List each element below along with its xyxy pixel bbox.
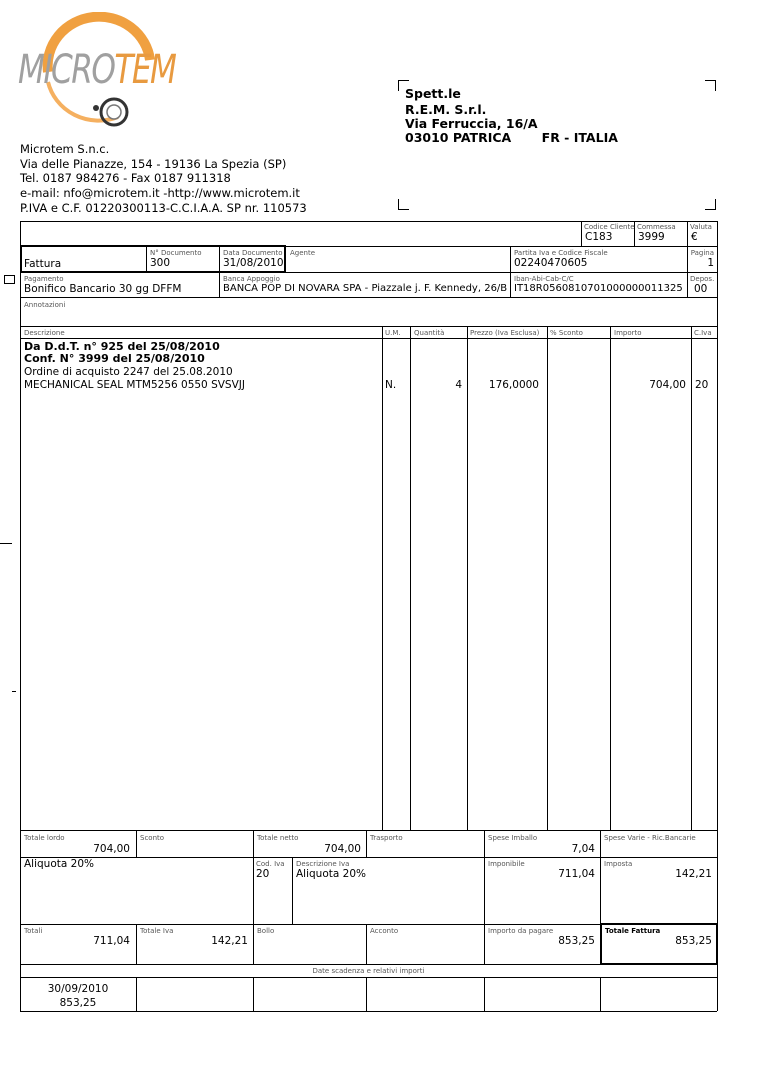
logo-text-left: MICRO [18, 47, 115, 93]
col-descrizione: Descrizione [24, 329, 65, 337]
scadenza-amount: 853,25 [59, 997, 97, 1009]
envelope-icon [4, 275, 15, 284]
item-importo: 704,00 [649, 379, 686, 391]
fold-mark [0, 543, 12, 544]
order-reference: Ordine di acquisto 2247 del 25.08.2010 [24, 366, 233, 378]
spese-imballo-label: Spese Imballo [488, 834, 538, 842]
totale-fattura: 853,25 [675, 935, 712, 947]
sconto-label: Sconto [140, 834, 165, 842]
commessa-label: Commessa [637, 223, 676, 231]
desc-iva-label: Descrizione Iva [296, 860, 350, 868]
totale-iva-label: Totale Iva [140, 927, 174, 935]
importo-pagare-label: Importo da pagare [488, 927, 554, 935]
col-sconto: % Sconto [550, 329, 583, 337]
company-logo [18, 12, 176, 130]
document-type: Fattura [24, 258, 62, 270]
cod-iva-label: Cod. Iva [256, 860, 285, 868]
pagina-label: Pagina [690, 249, 714, 257]
scadenze-label: Date scadenza e relativi importi [312, 967, 425, 975]
totale-iva: 142,21 [211, 935, 248, 947]
numero-documento: 300 [150, 257, 171, 269]
deposito-label: Depos. [690, 275, 715, 283]
pagamento: Bonifico Bancario 30 gg DFFM [24, 283, 182, 295]
sender-vat: P.IVA e C.F. 01220300113-C.C.I.A.A. SP nr. 110573 [20, 201, 307, 215]
scadenza-date: 30/09/2010 [47, 983, 109, 995]
deposito: 00 [694, 283, 708, 295]
conf-reference: Conf. N° 3999 del 25/08/2010 [24, 352, 205, 365]
imposta-label: Imposta [604, 860, 633, 868]
valuta-label: Valuta [690, 223, 712, 231]
sender-email: e-mail: nfo@microtem.it -http://www.microtem.it [20, 186, 300, 200]
valuta: € [691, 231, 698, 243]
totale-netto: 704,00 [324, 843, 361, 855]
banca-label: Banca Appoggio [223, 275, 280, 283]
item-civa: 20 [695, 379, 709, 391]
col-importo: Importo [614, 329, 642, 337]
logo-text-right: TEM [114, 47, 176, 93]
cod-iva: 20 [256, 868, 270, 880]
partita-iva-label: Partita Iva e Codice Fiscale [514, 249, 608, 257]
recipient-name: R.E.M. S.r.l. [405, 102, 487, 117]
totale-netto-label: Totale netto [257, 834, 299, 842]
acconto-label: Acconto [370, 927, 399, 935]
item-prezzo: 176,0000 [488, 379, 539, 391]
totale-lordo: 704,00 [93, 843, 130, 855]
agente-label: Agente [290, 249, 316, 257]
totali-label: Totali [24, 927, 43, 935]
iban-label: Iban-Abi-Cab-C/C [514, 275, 574, 283]
aliquota-summary: Aliquota 20% [24, 858, 94, 870]
totale-lordo-label: Totale lordo [24, 834, 65, 842]
recipient-city: 03010 PATRICA FR - ITALIA [405, 130, 618, 145]
importo-pagare: 853,25 [558, 935, 595, 947]
desc-iva: Aliquota 20% [296, 868, 366, 880]
imponibile-label: Imponibile [488, 860, 525, 868]
data-documento: 31/08/2010 [223, 257, 284, 269]
imposta: 142,21 [675, 868, 712, 880]
ddt-reference: Da D.d.T. n° 925 del 25/08/2010 [24, 340, 220, 353]
sender-address: Via delle Pianazze, 154 - 19136 La Spezia (SP) [20, 157, 287, 171]
recipient-salutation: Spett.le [405, 86, 461, 101]
bollo-label: Bollo [257, 927, 275, 935]
spese-varie-label: Spese Varie - Ric.Bancarie [604, 834, 696, 842]
iban: IT18R0560810701000000011325 [514, 283, 683, 294]
trasporto-label: Trasporto [370, 834, 403, 842]
totale-fattura-label: Totale Fattura [605, 927, 661, 935]
codice-cliente-label: Codice Cliente [584, 223, 635, 231]
col-quantita: Quantità [414, 329, 445, 337]
pagamento-label: Pagamento [24, 275, 64, 283]
recipient-street: Via Ferruccia, 16/A [405, 116, 538, 131]
codice-cliente: C183 [585, 231, 613, 243]
col-um: U.M. [385, 329, 401, 337]
totali: 711,04 [93, 935, 130, 947]
commessa: 3999 [638, 231, 665, 243]
punch-mark [12, 691, 16, 692]
item-quantita: 4 [455, 379, 462, 391]
item-descrizione: MECHANICAL SEAL MTM5256 0550 SVSVJJ [24, 379, 245, 391]
col-civa: C.Iva [694, 329, 712, 337]
sender-name: Microtem S.n.c. [20, 142, 110, 156]
imponibile: 711,04 [558, 868, 595, 880]
banca: BANCA POP DI NOVARA SPA - Piazzale j. F. Kennedy, 26/B [223, 283, 508, 294]
pagina: 1 [707, 257, 714, 269]
partita-iva: 02240470605 [514, 257, 588, 269]
spese-imballo: 7,04 [571, 843, 595, 855]
col-prezzo: Prezzo (Iva Esclusa) [470, 329, 540, 337]
data-documento-label: Data Documento [223, 249, 283, 257]
sender-phone: Tel. 0187 984276 - Fax 0187 911318 [20, 171, 231, 185]
item-um: N. [385, 379, 397, 391]
annotazioni-label: Annotazioni [24, 301, 66, 309]
numero-documento-label: N° Documento [150, 249, 202, 257]
